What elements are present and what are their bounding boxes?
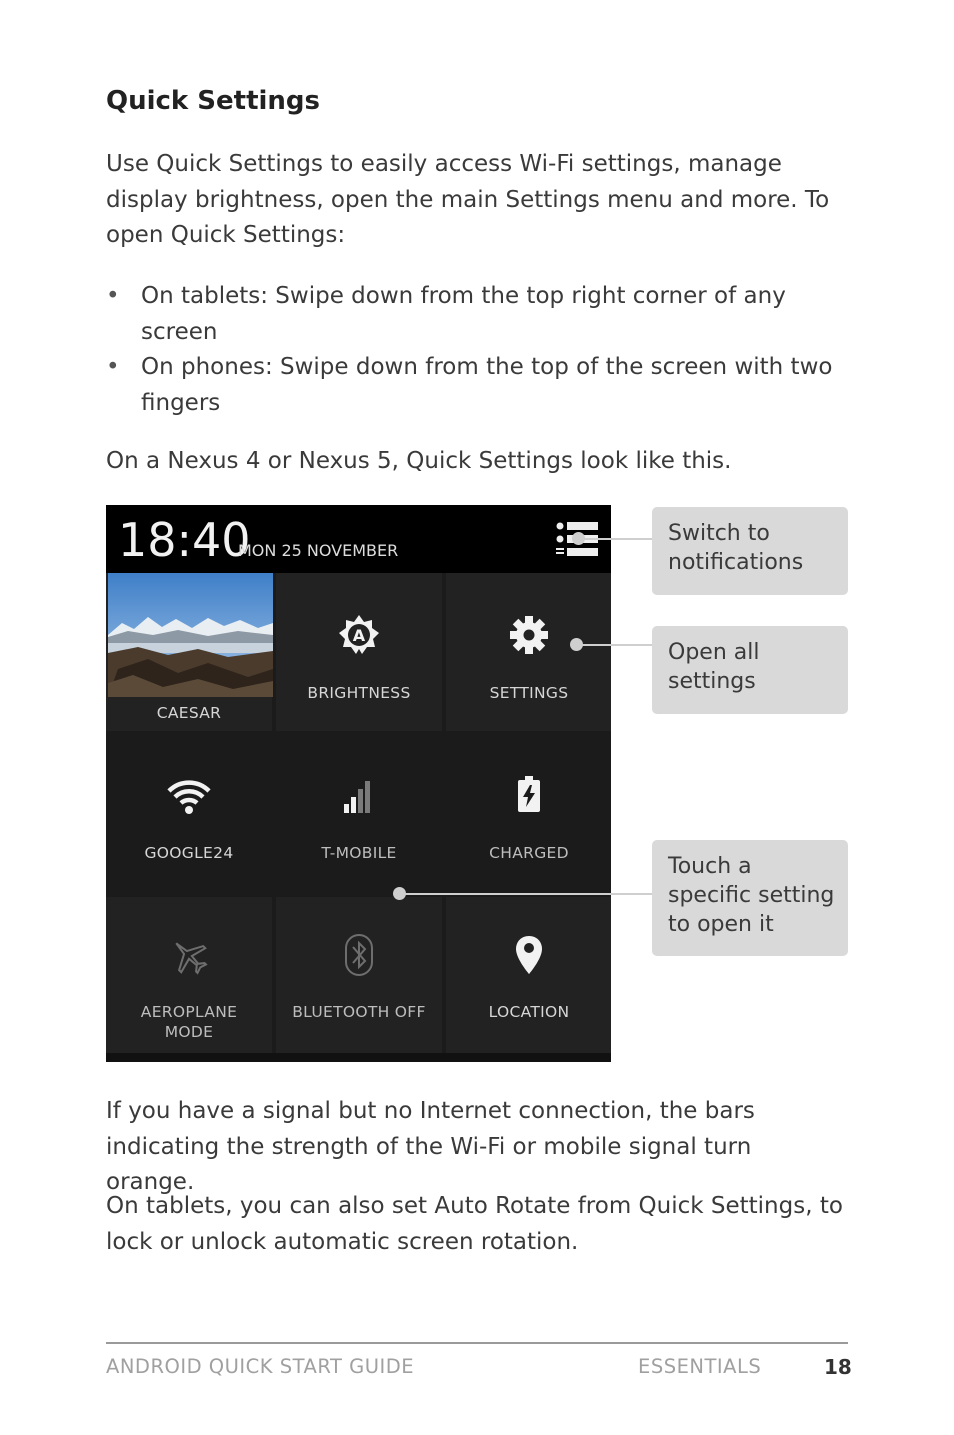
tile-label-line1: AEROPLANE [140,1003,238,1021]
tile-label: SETTINGS [489,684,569,702]
bluetooth-icon [344,933,374,977]
callout-line: Open all [668,640,760,665]
callout-line: notifications [668,550,804,575]
leader-line [578,538,652,540]
callout-line: to open it [668,912,774,937]
gear-icon [509,615,549,655]
svg-text:A: A [352,626,366,645]
bullet-text: On phones: Swipe down from the top of the screen with two fingers [141,354,833,416]
date: MON 25 NOVEMBER [238,541,399,560]
screenshot-bottom-edge [106,1053,611,1062]
tile-brightness[interactable] [276,573,442,731]
bullet-item [106,350,846,421]
tablet-paragraph: On tablets, you can also set Auto Rotate from Quick Settings, to lock or unlock automatic screen rotation. [106,1193,843,1255]
signal-bars-icon [342,777,376,813]
tile-bluetooth[interactable] [276,897,442,1055]
tile-label: BRIGHTNESS [307,684,411,702]
tile-label: GOOGLE24 [144,844,234,862]
tile-settings[interactable] [446,573,611,731]
status-header [106,505,611,573]
tile-label: CHARGED [489,844,569,862]
clock: 18:40 [118,513,251,567]
quick-settings-screenshot [106,505,611,1062]
signal-paragraph: If you have a signal but no Internet connection, the bars indicating the strength of the Wi-Fi or mobile signal turn orange. [106,1098,755,1195]
wifi-icon [166,779,212,815]
footer-section: ESSENTIALS [638,1355,762,1378]
callout-line: Switch to [668,521,770,546]
leader-dot [393,887,406,900]
leader-line [577,644,652,646]
tile-label: LOCATION [488,1003,570,1021]
tile-location[interactable] [446,897,611,1055]
tile-battery[interactable] [446,735,611,893]
callout-line: specific setting [668,883,835,908]
footer-divider [106,1342,848,1344]
tile-label-line2: MODE [164,1023,214,1041]
bullet-glyph: • [106,283,120,309]
footer-guide-title: ANDROID QUICK START GUIDE [106,1355,415,1378]
bullet-item [106,279,846,350]
page-number: 18 [824,1355,852,1379]
callout-line: Touch a [668,854,752,879]
leader-dot [570,638,583,651]
tile-user[interactable] [106,573,272,731]
tile-label: T-MOBILE [321,844,397,862]
tile-label: CAESAR [156,704,222,722]
tile-wifi[interactable] [106,735,272,893]
bullet-list [106,279,846,421]
nexus-paragraph: On a Nexus 4 or Nexus 5, Quick Settings look like this. [106,448,732,474]
tile-label: BLUETOOTH OFF [292,1003,426,1021]
brightness-auto-icon [337,613,381,657]
callout-line: settings [668,669,756,694]
user-photo [108,573,273,697]
bullet-text: On tablets: Swipe down from the top right corner of any screen [141,283,786,345]
leader-line [399,893,652,895]
callout-switch-notifications [652,507,848,595]
bullet-glyph: • [106,354,120,380]
location-pin-icon [515,935,543,975]
callout-open-settings [652,626,848,714]
tile-airplane[interactable] [106,897,272,1055]
tile-label [106,1002,272,1042]
section-heading: Quick Settings [106,86,321,116]
tile-mobile[interactable] [276,735,442,893]
battery-charging-icon [516,775,542,813]
callout-touch-setting [652,840,848,956]
leader-dot [572,532,585,545]
intro-paragraph: Use Quick Settings to easily access Wi-Fi settings, manage display brightness, open the main Settings menu and more. To open Quick Settings: [106,151,830,248]
airplane-icon [168,935,210,977]
